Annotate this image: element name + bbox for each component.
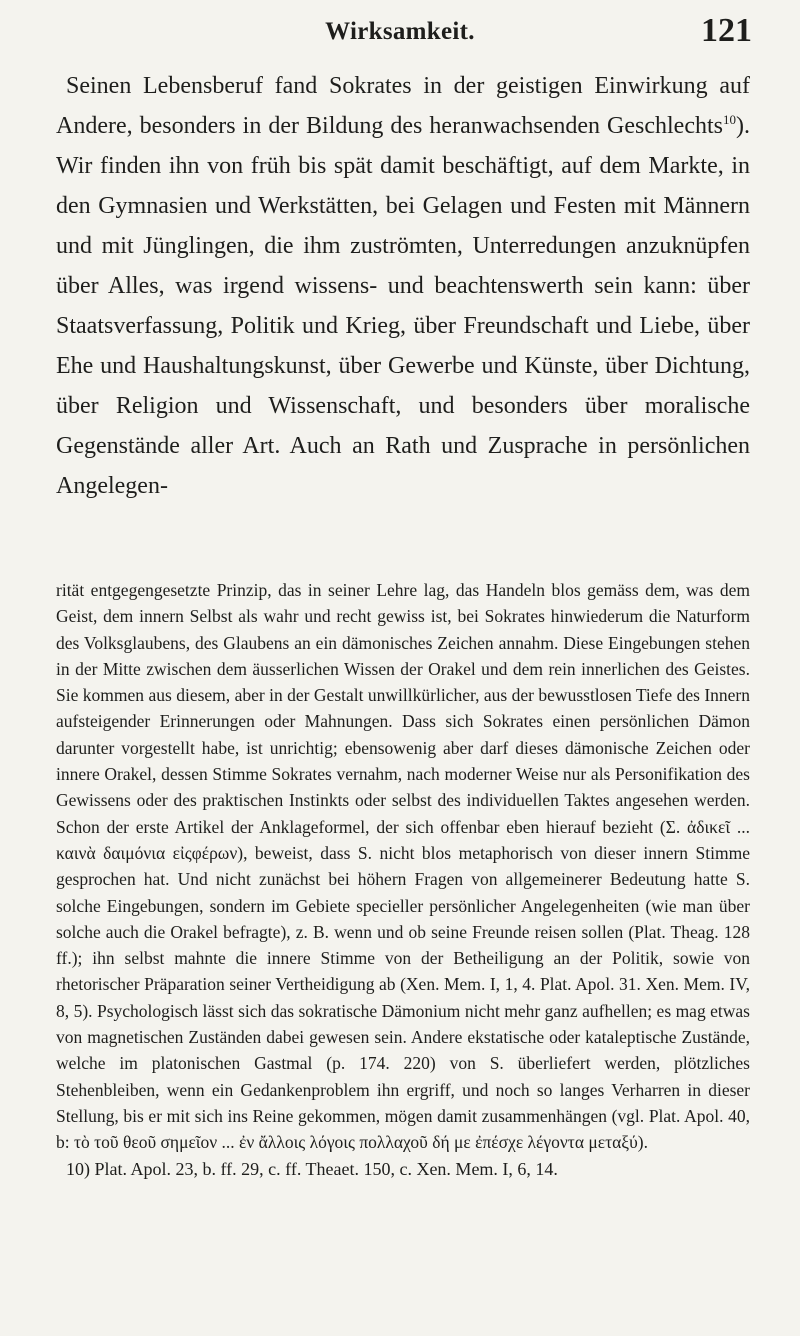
page-number: 121 (701, 12, 752, 49)
main-paragraph (56, 66, 750, 506)
running-head (0, 8, 800, 58)
footnote-reference: 10 (723, 112, 736, 127)
footnote-continuation: rität entgegengesetzte Prinzip, das in seiner Lehre lag, das Handeln blos gemäss dem, was dem Geist, dem innern Selbst als wahr und recht gewiss ist, bei Sokrates hinwiederum die Naturform des Volksglaubens, des Glaubens an ein dämonisches Zeichen annahm. Diese Eingebungen stehen in der Mitte zwischen dem äusserlichen Wissen der Orakel und dem rein innerlichen des Geistes. Sie kommen aus diesem, aber in der Gestalt unwillkürlicher, aus der bewusstlosen Tiefe des Innern aufsteigender Erinnerungen oder Mahnungen. Dass sich Sokrates einen persönlichen Dämon darunter vorgestellt habe, ist unrichtig; ebensowenig aber darf dieses dämonische Zeichen oder innere Orakel, dessen Stimme Sokrates vernahm, nach moderner Weise nur als Personifikation des Gewissens oder des praktischen Instinkts oder selbst des individuellen Taktes angesehen werden. Schon der erste Artikel der Anklageformel, der sich offenbar eben hierauf bezieht (Σ. ἀδικεῖ ... καινὰ δαιμόνια εἰςφέρων), beweist, dass S. nicht blos metaphorisch von dieser innern Stimme gesprochen hat. Und nicht zunächst bei höhern Fragen von allgemeinerer Bedeutung hatte S. solche Eingebungen, sondern im Gebiete specieller persönlicher Angelegenheiten (wie man über solche auch die Orakel befragte), z. B. wenn und ob seine Freunde reisen sollen (Plat. Theag. 128 ff.); ihn selbst mahnte die innere Stimme von der Betheiligung an der Politik, sowie von rhetorischer Präparation seiner Vertheidigung ab (Xen. Mem. I, 1, 4. Plat. Apol. 31. Xen. Mem. IV, 8, 5). Psychologisch lässt sich das sokratische Dämonium nicht mehr ganz aufhellen; es mag etwas von magnetischen Zuständen dabei gewesen sein. Andere ekstatische oder kataleptische Zustände, welche im platonischen Gastmal (p. 174. 220) von S. überliefert werden, plötzliches Stehenbleiben, wenn ein Gedankenproblem ihn ergriff, und noch so langes Verharren in dieser Stellung, bis er mit sich ins Reine gekommen, mögen damit zusammenhängen (vgl. Plat. Apol. 40, b: τὸ τοῦ θεοῦ σημεῖον ... ἐν ἄλλοις λόγοις πολλαχοῦ δή με ἐπέσχε λέγοντα μεταξύ). (56, 580, 750, 1153)
main-text-before-note: Seinen Lebensberuf fand Sokrates in der geistigen Einwirkung auf Andere, besonders in der Bildung des heranwachsenden Geschlechts (56, 73, 750, 139)
running-title: Wirksamkeit. (325, 18, 475, 45)
footnote-10: 10) Plat. Apol. 23, b. ff. 29, c. ff. Theaet. 150, c. Xen. Mem. I, 6, 14. (66, 1158, 558, 1179)
footnotes (56, 577, 750, 1182)
main-text (56, 66, 750, 506)
main-text-after-note: ). Wir finden ihn von früh bis spät damit beschäftigt, auf dem Markte, in den Gymnasien und Werkstätten, bei Gelagen und Festen mit Männern und mit Jünglingen, die ihm zuströmten, Unterredungen anzuknüpfen über Alles, was irgend wissens- und beachtenswerth sein kann: über Staatsverfassung, Politik und Krieg, über Freundschaft und Liebe, über Ehe und Haushaltungskunst, über Gewerbe und Künste, über Dichtung, über Religion und Wissenschaft, und besonders über moralische Gegenstände aller Art. Auch an Rath und Zusprache in persönlichen Angelegen- (56, 113, 750, 499)
